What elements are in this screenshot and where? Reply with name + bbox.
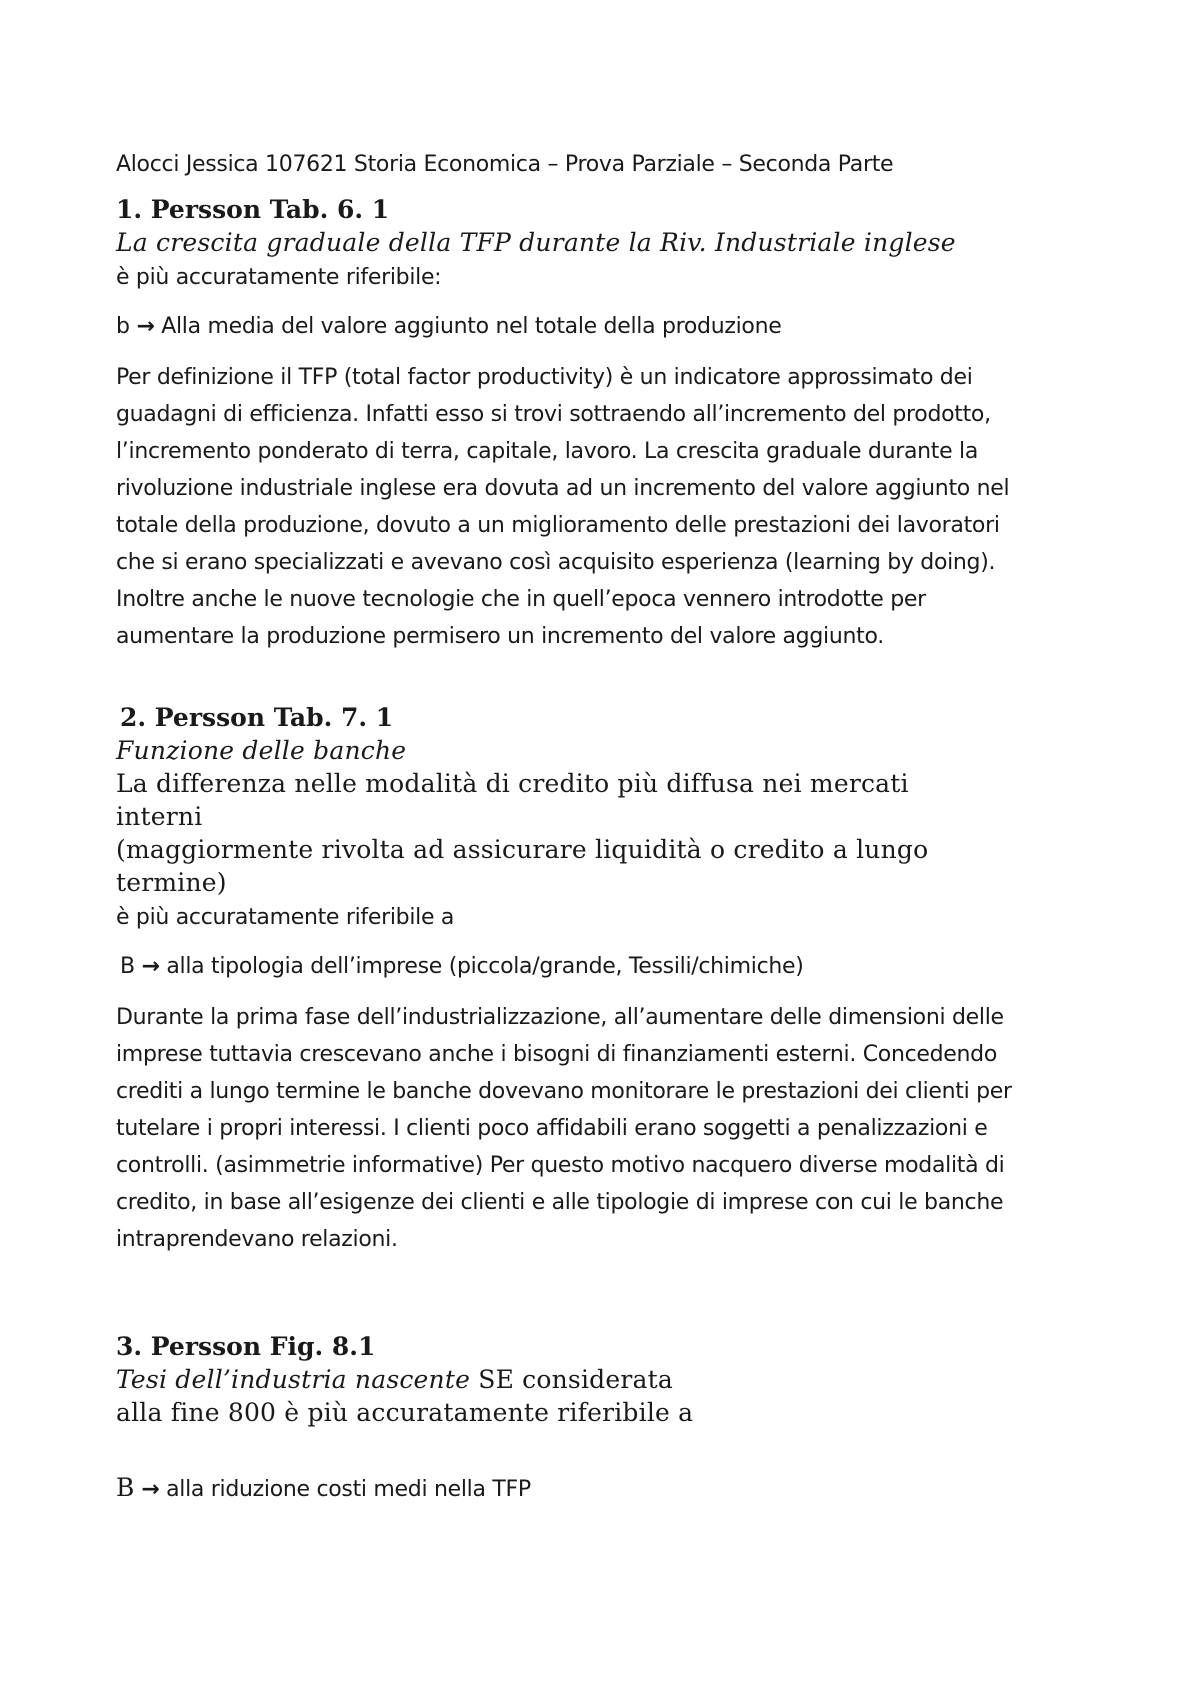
arrow-right-icon: → xyxy=(141,1477,160,1502)
explanation-line: rivoluzione industriale inglese era dovuta ad un incremento del valore aggiunto nel xyxy=(116,476,1010,501)
q2-question-line: (maggiormente rivolta ad assicurare liquidità o credito a lungo xyxy=(116,835,929,864)
question-2 xyxy=(116,701,1116,1258)
explanation-line: l’incremento ponderato di terra, capitale, lavoro. La crescita graduale durante la xyxy=(116,439,979,464)
q1-title: 1. Persson Tab. 6. 1 xyxy=(116,195,390,224)
explanation-line: imprese tuttavia crescevano anche i bisogni di finanziamenti esterni. Concedendo xyxy=(116,1042,997,1067)
q2-explanation xyxy=(116,999,1116,1258)
q3-answer-text: alla riduzione costi medi nella TFP xyxy=(166,1477,531,1502)
q2-question: Funzione delle banche xyxy=(116,736,407,765)
q1-answer-letter: b xyxy=(116,314,130,339)
explanation-line: Inoltre anche le nuove tecnologie che in quell’epoca vennero introdotte per xyxy=(116,587,926,612)
q3-question-italic: Tesi dell’industria nascente xyxy=(116,1365,471,1394)
q3-title: 3. Persson Fig. 8.1 xyxy=(116,1332,376,1361)
q3-answer xyxy=(116,1471,1116,1508)
q2-answer-text: alla tipologia dell’imprese (piccola/grande, Tessili/chimiche) xyxy=(166,954,804,979)
q3-question-rest: SE considerata xyxy=(470,1365,673,1394)
q3-question-line2: alla fine 800 è più accuratamente riferibile a xyxy=(116,1398,694,1427)
explanation-line: intraprendevano relazioni. xyxy=(116,1227,398,1252)
explanation-line: tutelare i propri interessi. I clienti poco affidabili erano soggetti a penalizzazioni e xyxy=(116,1116,988,1141)
explanation-line: crediti a lungo termine le banche dovevano monitorare le prestazioni dei clienti per xyxy=(116,1079,1012,1104)
question-1 xyxy=(116,193,1116,655)
q1-explanation xyxy=(116,359,1116,655)
q3-answer-letter: B xyxy=(116,1473,135,1502)
q2-question-line: La differenza nelle modalità di credito più diffusa nei mercati xyxy=(116,769,909,798)
q2-question-line: interni xyxy=(116,802,203,831)
q1-question: La crescita graduale della TFP durante la Riv. Industriale inglese xyxy=(116,228,956,257)
q2-question-tail: è più accuratamente riferibile a xyxy=(116,905,455,930)
explanation-line: credito, in base all’esigenze dei clienti e alle tipologie di imprese con cui le banche xyxy=(116,1190,1004,1215)
q1-answer xyxy=(116,308,1116,345)
document-header: Alocci Jessica 107621 Storia Economica – Prova Parziale – Seconda Parte xyxy=(116,152,894,177)
document-page xyxy=(116,146,1116,1508)
explanation-line: aumentare la produzione permisero un incremento del valore aggiunto. xyxy=(116,624,884,649)
arrow-right-icon: → xyxy=(141,954,160,979)
explanation-line: guadagni di efficienza. Infatti esso si trovi sottraendo all’incremento del prodotto, xyxy=(116,402,991,427)
explanation-line: Durante la prima fase dell’industrializzazione, all’aumentare delle dimensioni delle xyxy=(116,1005,1004,1030)
q2-answer-letter: B xyxy=(120,954,135,979)
explanation-line: Per definizione il TFP (total factor productivity) è un indicatore approssimato dei xyxy=(116,365,973,390)
q3-question xyxy=(116,1363,1116,1396)
explanation-line: che si erano specializzati e avevano così acquisito esperienza (learning by doing). xyxy=(116,550,996,575)
explanation-line: controlli. (asimmetrie informative) Per questo motivo nacquero diverse modalità di xyxy=(116,1153,1005,1178)
q2-question-line: termine) xyxy=(116,868,227,897)
question-3 xyxy=(116,1330,1116,1508)
arrow-right-icon: → xyxy=(136,314,155,339)
q1-answer-text: Alla media del valore aggiunto nel totale della produzione xyxy=(161,314,782,339)
q1-question-tail: è più accuratamente riferibile: xyxy=(116,265,442,290)
q2-title: 2. Persson Tab. 7. 1 xyxy=(120,703,394,732)
q2-answer xyxy=(116,948,1116,985)
explanation-line: totale della produzione, dovuto a un miglioramento delle prestazioni dei lavoratori xyxy=(116,513,1000,538)
